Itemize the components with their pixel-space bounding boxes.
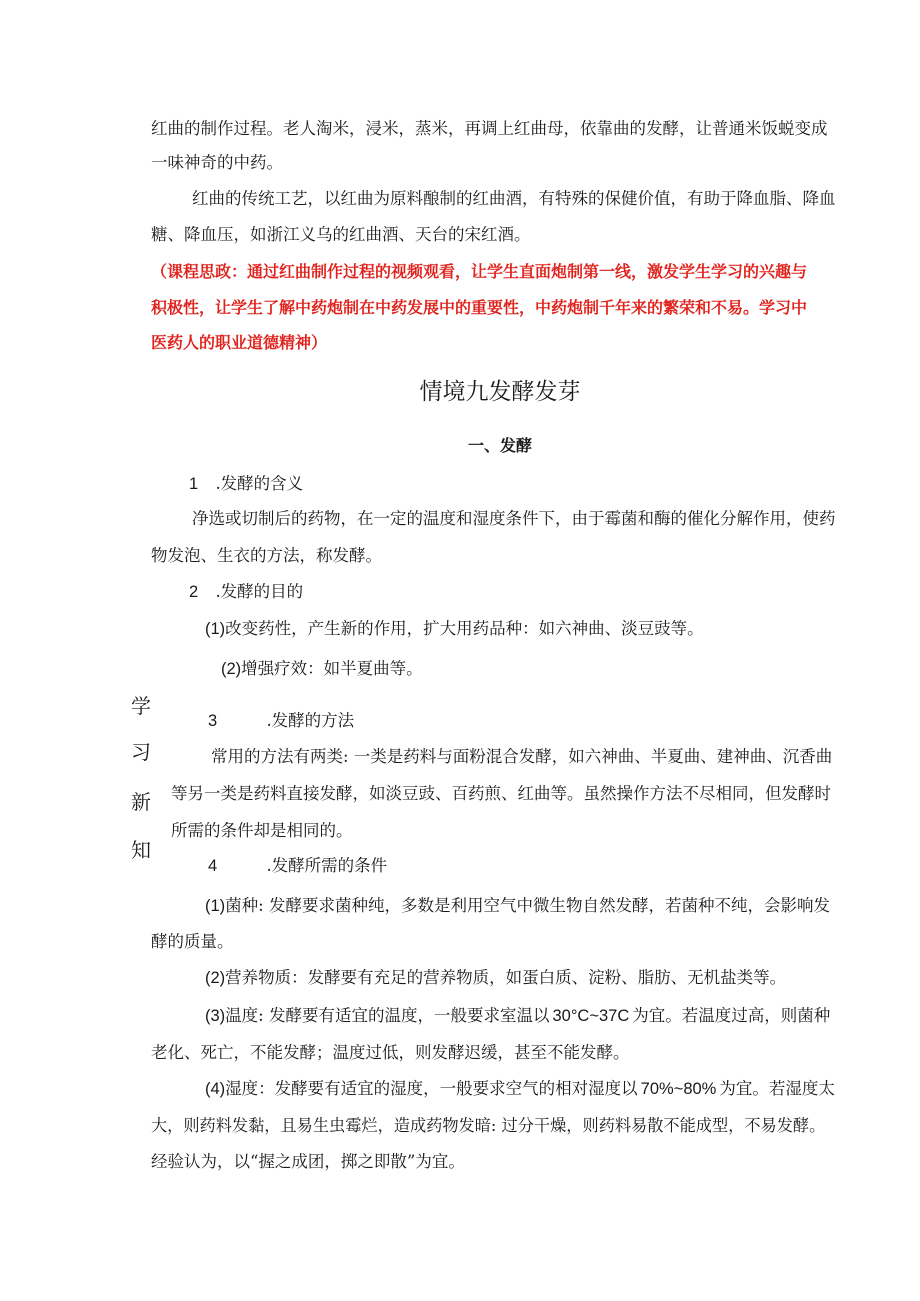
sizheng-note: 积极性，让学生了解中药炮制在中药发展中的重要性，中药炮制千年来的繁荣和不易。学习中 bbox=[151, 298, 808, 317]
list-number: (3) bbox=[205, 1007, 226, 1025]
list-item bbox=[205, 1079, 835, 1099]
intro-line: 一味神奇的中药。 bbox=[151, 153, 283, 172]
list-number: (2) bbox=[221, 660, 242, 678]
side-label-char: 知 bbox=[131, 838, 151, 862]
item-number: 4 bbox=[208, 857, 218, 875]
list-number: (1) bbox=[205, 620, 226, 638]
list-text: 为宜。若湿度太 bbox=[719, 1079, 835, 1098]
list-text: 营养物质：发酵要有充足的营养物质，如蛋白质、淀粉、脂肪、无机盐类等。 bbox=[225, 968, 787, 987]
body-line: 酵的质量。 bbox=[151, 932, 234, 951]
item-number: 2 bbox=[189, 583, 199, 601]
item-title: .发酵所需的条件 bbox=[266, 856, 388, 875]
list-text: 增强疗效：如半夏曲等。 bbox=[241, 659, 423, 678]
item-number: 1 bbox=[189, 475, 199, 493]
list-number: (4) bbox=[205, 1080, 226, 1098]
temperature-range: 30°C~37C bbox=[552, 1007, 630, 1025]
list-number: (1) bbox=[205, 897, 226, 915]
item-heading bbox=[208, 711, 354, 731]
list-number: (2) bbox=[205, 969, 226, 987]
list-item bbox=[205, 896, 830, 916]
item-heading bbox=[189, 474, 303, 494]
intro-line: 糖、降血压，如浙江义乌的红曲酒、天台的宋红酒。 bbox=[151, 225, 531, 244]
list-item bbox=[221, 659, 423, 679]
item-heading bbox=[189, 582, 303, 602]
list-text: 湿度：发酵要有适宜的湿度，一般要求空气的相对湿度以 bbox=[225, 1079, 638, 1098]
side-label-char: 学 bbox=[131, 694, 151, 718]
list-text: 为宜。若温度过高，则菌种 bbox=[632, 1006, 831, 1025]
section-heading: 一、发酵 bbox=[467, 436, 532, 455]
intro-line: 红曲的制作过程。老人淘米，浸米，蒸米，再调上红曲母，依靠曲的发酵，让普通米饭蜕变成 bbox=[151, 119, 828, 138]
body-line: 净选或切制后的药物，在一定的温度和湿度条件下，由于霉菌和酶的催化分解作用，使药 bbox=[192, 509, 836, 528]
section-title: 情境九发酵发芽 bbox=[419, 379, 581, 405]
item-number: 3 bbox=[208, 712, 218, 730]
sizheng-note: （课程思政：通过红曲制作过程的视频观看，让学生直面炮制第一线，激发学生学习的兴趣与 bbox=[151, 262, 808, 281]
body-line: 物发泡、生衣的方法，称发酵。 bbox=[151, 546, 382, 565]
body-line: 所需的条件却是相同的。 bbox=[171, 821, 353, 840]
item-title: .发酵的含义 bbox=[215, 474, 304, 493]
body-line: 等另一类是药料直接发酵，如淡豆豉、百药煎、红曲等。虽然操作方法不尽相同，但发酵时 bbox=[171, 784, 831, 803]
list-text: 改变药性，产生新的作用，扩大用药品种：如六神曲、淡豆豉等。 bbox=[225, 619, 704, 638]
body-line: 大，则药料发黏，且易生虫霉烂，造成药物发暗: 过分干燥，则药料易散不能成型，不易发酵。 bbox=[151, 1116, 826, 1135]
body-line: 常用的方法有两类: 一类是药料与面粉混合发酵，如六神曲、半夏曲、建神曲、沉香曲 bbox=[211, 747, 833, 766]
intro-line: 红曲的传统工艺，以红曲为原料酿制的红曲酒，有特殊的保健价值，有助于降血脂、降血 bbox=[192, 189, 836, 208]
list-text: 菌种: 发酵要求菌种纯，多数是利用空气中微生物自然发酵，若菌种不纯，会影响发 bbox=[225, 896, 830, 915]
item-heading bbox=[208, 856, 387, 876]
list-item bbox=[205, 968, 786, 988]
list-item bbox=[205, 619, 704, 639]
body-line: 经验认为，以“握之成团，掷之即散”为宜。 bbox=[151, 1152, 465, 1171]
side-label-char: 习 bbox=[131, 740, 151, 764]
list-text: 温度: 发酵要有适宜的温度，一般要求室温以 bbox=[225, 1006, 550, 1025]
item-title: .发酵的方法 bbox=[266, 711, 355, 730]
side-label-char: 新 bbox=[131, 790, 151, 814]
body-line: 老化、死亡，不能发酵；温度过低，则发酵迟缓，甚至不能发酵。 bbox=[151, 1043, 630, 1062]
sizheng-note: 医药人的职业道德精神） bbox=[151, 333, 328, 352]
list-item bbox=[205, 1006, 830, 1026]
item-title: .发酵的目的 bbox=[215, 582, 304, 601]
humidity-range: 70%~80% bbox=[640, 1080, 717, 1098]
